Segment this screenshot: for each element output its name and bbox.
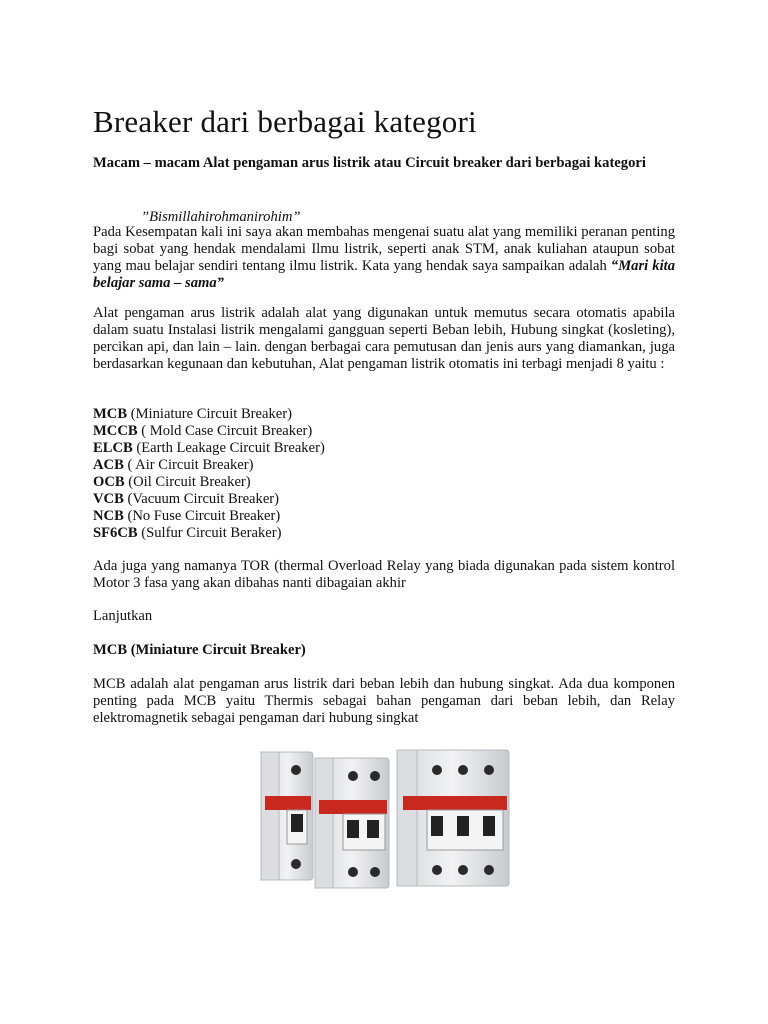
bismillah-line: ”Bismillahirohmanirohim” [141,209,301,225]
breaker-abbr: ELCB [93,440,133,456]
list-item [93,457,325,474]
breaker-abbr: SF6CB [93,525,138,541]
breaker-desc: (Oil Circuit Breaker) [124,474,251,490]
breaker-abbr: ACB [93,457,124,473]
breaker-abbr: VCB [93,491,124,507]
breaker-desc: (No Fuse Circuit Breaker) [123,508,281,524]
list-item [93,423,325,440]
breaker-2-pole [315,758,389,888]
motto-text: “Mari kita belajar sama – sama” [93,258,675,291]
tor-paragraph: Ada juga yang namanya TOR (thermal Overload Relay yang biada digunakan pada sistem kontrol Motor 3 fasa yang akan dibahas nanti dibagaian akhir [93,558,675,591]
breaker-desc: (Miniature Circuit Breaker) [127,406,292,422]
page-title: Breaker dari berbagai kategori [93,104,477,139]
continue-text: Lanjutkan [93,608,153,624]
breaker-desc: ( Mold Case Circuit Breaker) [137,423,313,439]
intro-paragraph [93,224,675,292]
intro-text: Pada Kesempatan kali ini saya akan membahas mengenai suatu alat yang memiliki peranan penting bagi sobat yang hendak mendalami Ilmu listrik, seperti anak STM, anak kuliahan ataupun sobat yang mau belajar sendiri tentang ilmu listrik. Kata yang hendak saya sampaikan adalah [93,224,675,274]
breaker-abbr: OCB [93,474,125,490]
definition-paragraph: Alat pengaman arus listrik adalah alat yang digunakan untuk memutus secara otomatis apabila dalam suatu Instalasi listrik mengalami gangguan seperti Beban lebih, Hubung singkat (kosleting), percikan api, dan lain – lain. dengan berbagai cara pemutusan dan jenis aurs yang diamankan, juga berdasarkan kegunaan dan kebutuhan, Alat pengaman listrik otomatis ini terbagi menjadi 8 yaitu : [93,305,675,372]
list-item [93,440,325,457]
subtitle: Macam – macam Alat pengaman arus listrik atau Circuit breaker dari berbagai kategori [93,155,646,171]
breaker-abbr: MCCB [93,423,138,439]
breaker-desc: ( Air Circuit Breaker) [123,457,254,473]
list-item [93,508,325,525]
breaker-list [93,406,325,542]
mcb-paragraph: MCB adalah alat pengaman arus listrik dari beban lebih dan hubung singkat. Ada dua komponen penting pada MCB yaitu Thermis sebagai bahan pengaman dari beban lebih, dan Relay elektromagnetik sebagai pengaman dari hubung singkat [93,676,675,726]
mcb-breakers-photo [257,740,513,890]
list-item [93,491,325,508]
breaker-1-pole [261,752,313,880]
mcb-heading: MCB (Miniature Circuit Breaker) [93,642,306,658]
breaker-desc: (Vacuum Circuit Breaker) [123,491,280,507]
list-item [93,406,325,423]
breaker-3-pole [397,750,509,886]
breaker-abbr: MCB [93,406,128,422]
breaker-abbr: NCB [93,508,124,524]
list-item [93,474,325,491]
breaker-desc: (Sulfur Circuit Beraker) [137,525,282,541]
list-item [93,525,325,542]
breaker-desc: (Earth Leakage Circuit Breaker) [132,440,325,456]
